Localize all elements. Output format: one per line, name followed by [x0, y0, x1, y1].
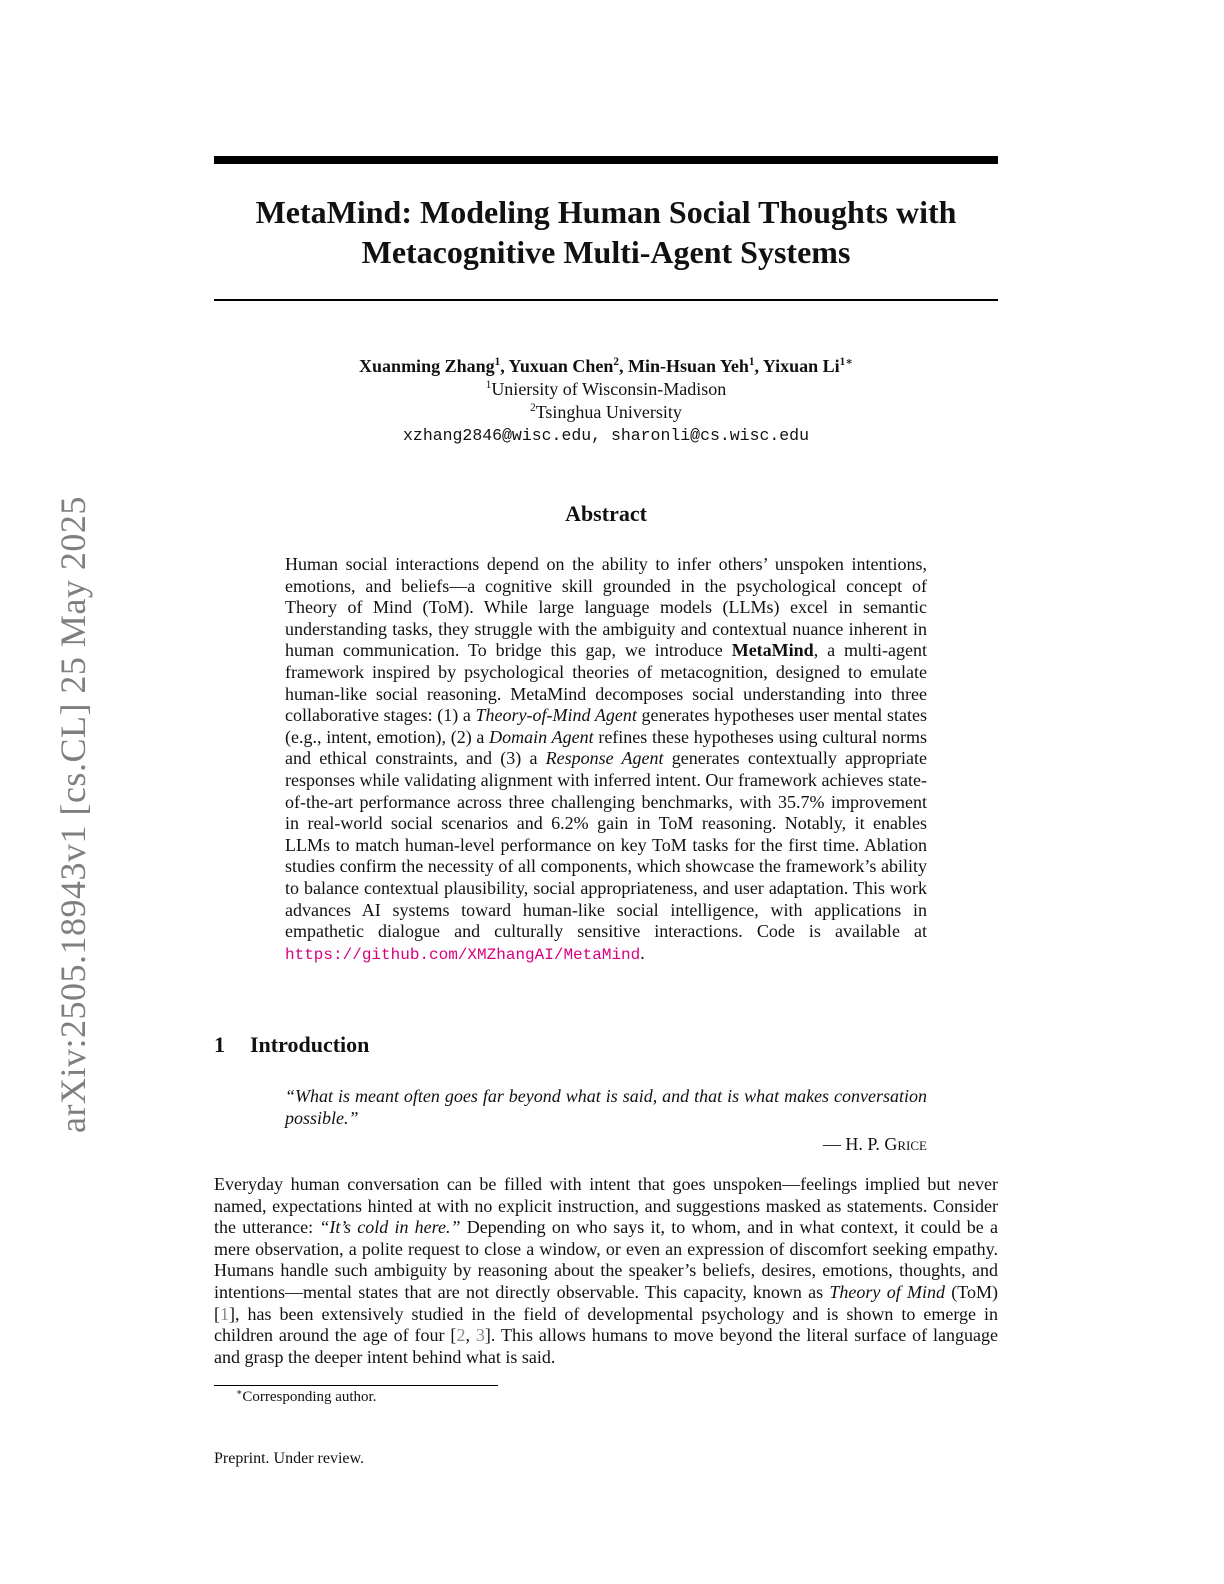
paper-title: [214, 192, 998, 272]
author-name: Yixuan Li: [762, 356, 840, 376]
abstract-heading: Abstract: [565, 501, 647, 526]
citation-link[interactable]: 3: [475, 1325, 485, 1346]
author-affil-mark: 1: [748, 356, 755, 368]
abstract-text: Human social interactions depend on the ability to infer others’ unspoken intentions, emotions, and beliefs—a cognitive skill grounded in the psychological concept of Theory of Mind (ToM). While large language models (LLMs) excel in semantic understanding tasks, they struggle with the ambiguity and contextual nuance inherent in human communication. To bridge this gap, we introduce MetaMind, a multi-agent framework inspired by psychological theories of metacognition, designed to emulate human-like social reasoning. MetaMind decomposes social understanding into three collaborative stages: (1) a Theory-of-Mind Agent generates hypotheses user mental states (e.g., intent, emotion), (2) a Domain Agent refines these hypotheses using cultural norms and ethical constraints, and (3) a Response Agent generates contextually appropriate responses while validating alignment with inferred intent. Our framework achieves state-of-the-art performance across three challenging benchmarks, with 35.7% improvement in real-world social scenarios and 6.2% gain in ToM reasoning. Notably, it enables LLMs to match human-level performance on key ToM tasks for the first time. Ablation studies confirm the necessity of all components, which showcase the framework’s ability to balance contextual plausibility, social appropriateness, and user adaptation. This work advances AI systems toward human-like social intelligence, with applications in empathetic dialogue and culturally sensitive interactions. Code is available at https://github.com/XMZhangAI/MetaMind.: [285, 554, 927, 964]
author-affil-mark: 1: [494, 356, 501, 368]
author-affil-mark: 1∗: [839, 356, 853, 368]
title-line-2: Metacognitive Multi-Agent Systems: [361, 234, 851, 270]
epigraph-attribution: — H. P. Grice: [822, 1134, 927, 1154]
section-heading-introduction: [214, 1032, 369, 1058]
author-name: Min-Hsuan Yeh: [628, 356, 749, 376]
author-name: Xuanming Zhang: [359, 356, 495, 376]
epigraph-quote: “What is meant often goes far beyond what is said, and that is what makes conversation possible.”: [285, 1086, 927, 1128]
framework-name: MetaMind: [731, 640, 814, 661]
title-line-1: MetaMind: Modeling Human Social Thoughts with: [255, 194, 957, 230]
citation-link[interactable]: 2: [456, 1325, 466, 1346]
affiliation: $^1$Uniersity of Wisconsin-Madison: [485, 379, 727, 399]
author-names: Xuanming Zhang$^1$, Yuxuan Chen$^2$, Min-Hsuan Yeh$^1$, Yixuan $Li^{1∗}$: [359, 356, 853, 376]
author-block: [214, 355, 998, 447]
section-number: 1: [214, 1032, 225, 1057]
footnote-rule: [214, 1385, 498, 1386]
preprint-notice: Preprint. Under review.: [214, 1450, 365, 1467]
section-title: Introduction: [250, 1032, 370, 1057]
author-emails[interactable]: xzhang2846@wisc.edu, sharonli@cs.wisc.edu: [403, 426, 809, 445]
affiliation: $^2$Tsinghua University: [530, 402, 682, 422]
intro-paragraph: Everyday human conversation can be filled with intent that goes unspoken—feelings implied but never named, expectations hinted at with no explicit instruction, and suggestions masked as statements. Consider the utterance: “It’s cold in here.” Depending on who says it, to whom, and in what context, it could be a mere observation, a polite request to close a window, or even an expression of discomfort seeking empathy. Humans handle such ambiguity by reasoning about the speaker’s beliefs, desires, emotions, thoughts, and intentions—mental states that are not directly observable. This capacity, known as Theory of Mind (ToM) [1], has been extensively studied in the field of developmental psychology and is shown to emerge in children around the age of four [2, 3]. This allows humans to move beyond the literal surface of language and grasp the deeper intent behind what is said.: [214, 1174, 999, 1367]
arxiv-stamp: arXiv:2505.18943v1 [cs.CL] 25 May 2025: [53, 496, 93, 1133]
footnote: ∗Corresponding author.: [236, 1388, 377, 1405]
title-top-rule: [214, 156, 998, 164]
author-name: Yuxuan Chen: [508, 356, 614, 376]
citation-link[interactable]: 1: [220, 1303, 229, 1324]
author-affil-mark: 2: [613, 356, 619, 368]
code-link[interactable]: https://github.com/XMZhangAI/MetaMind: [285, 945, 641, 964]
title-bottom-rule: [214, 299, 998, 301]
